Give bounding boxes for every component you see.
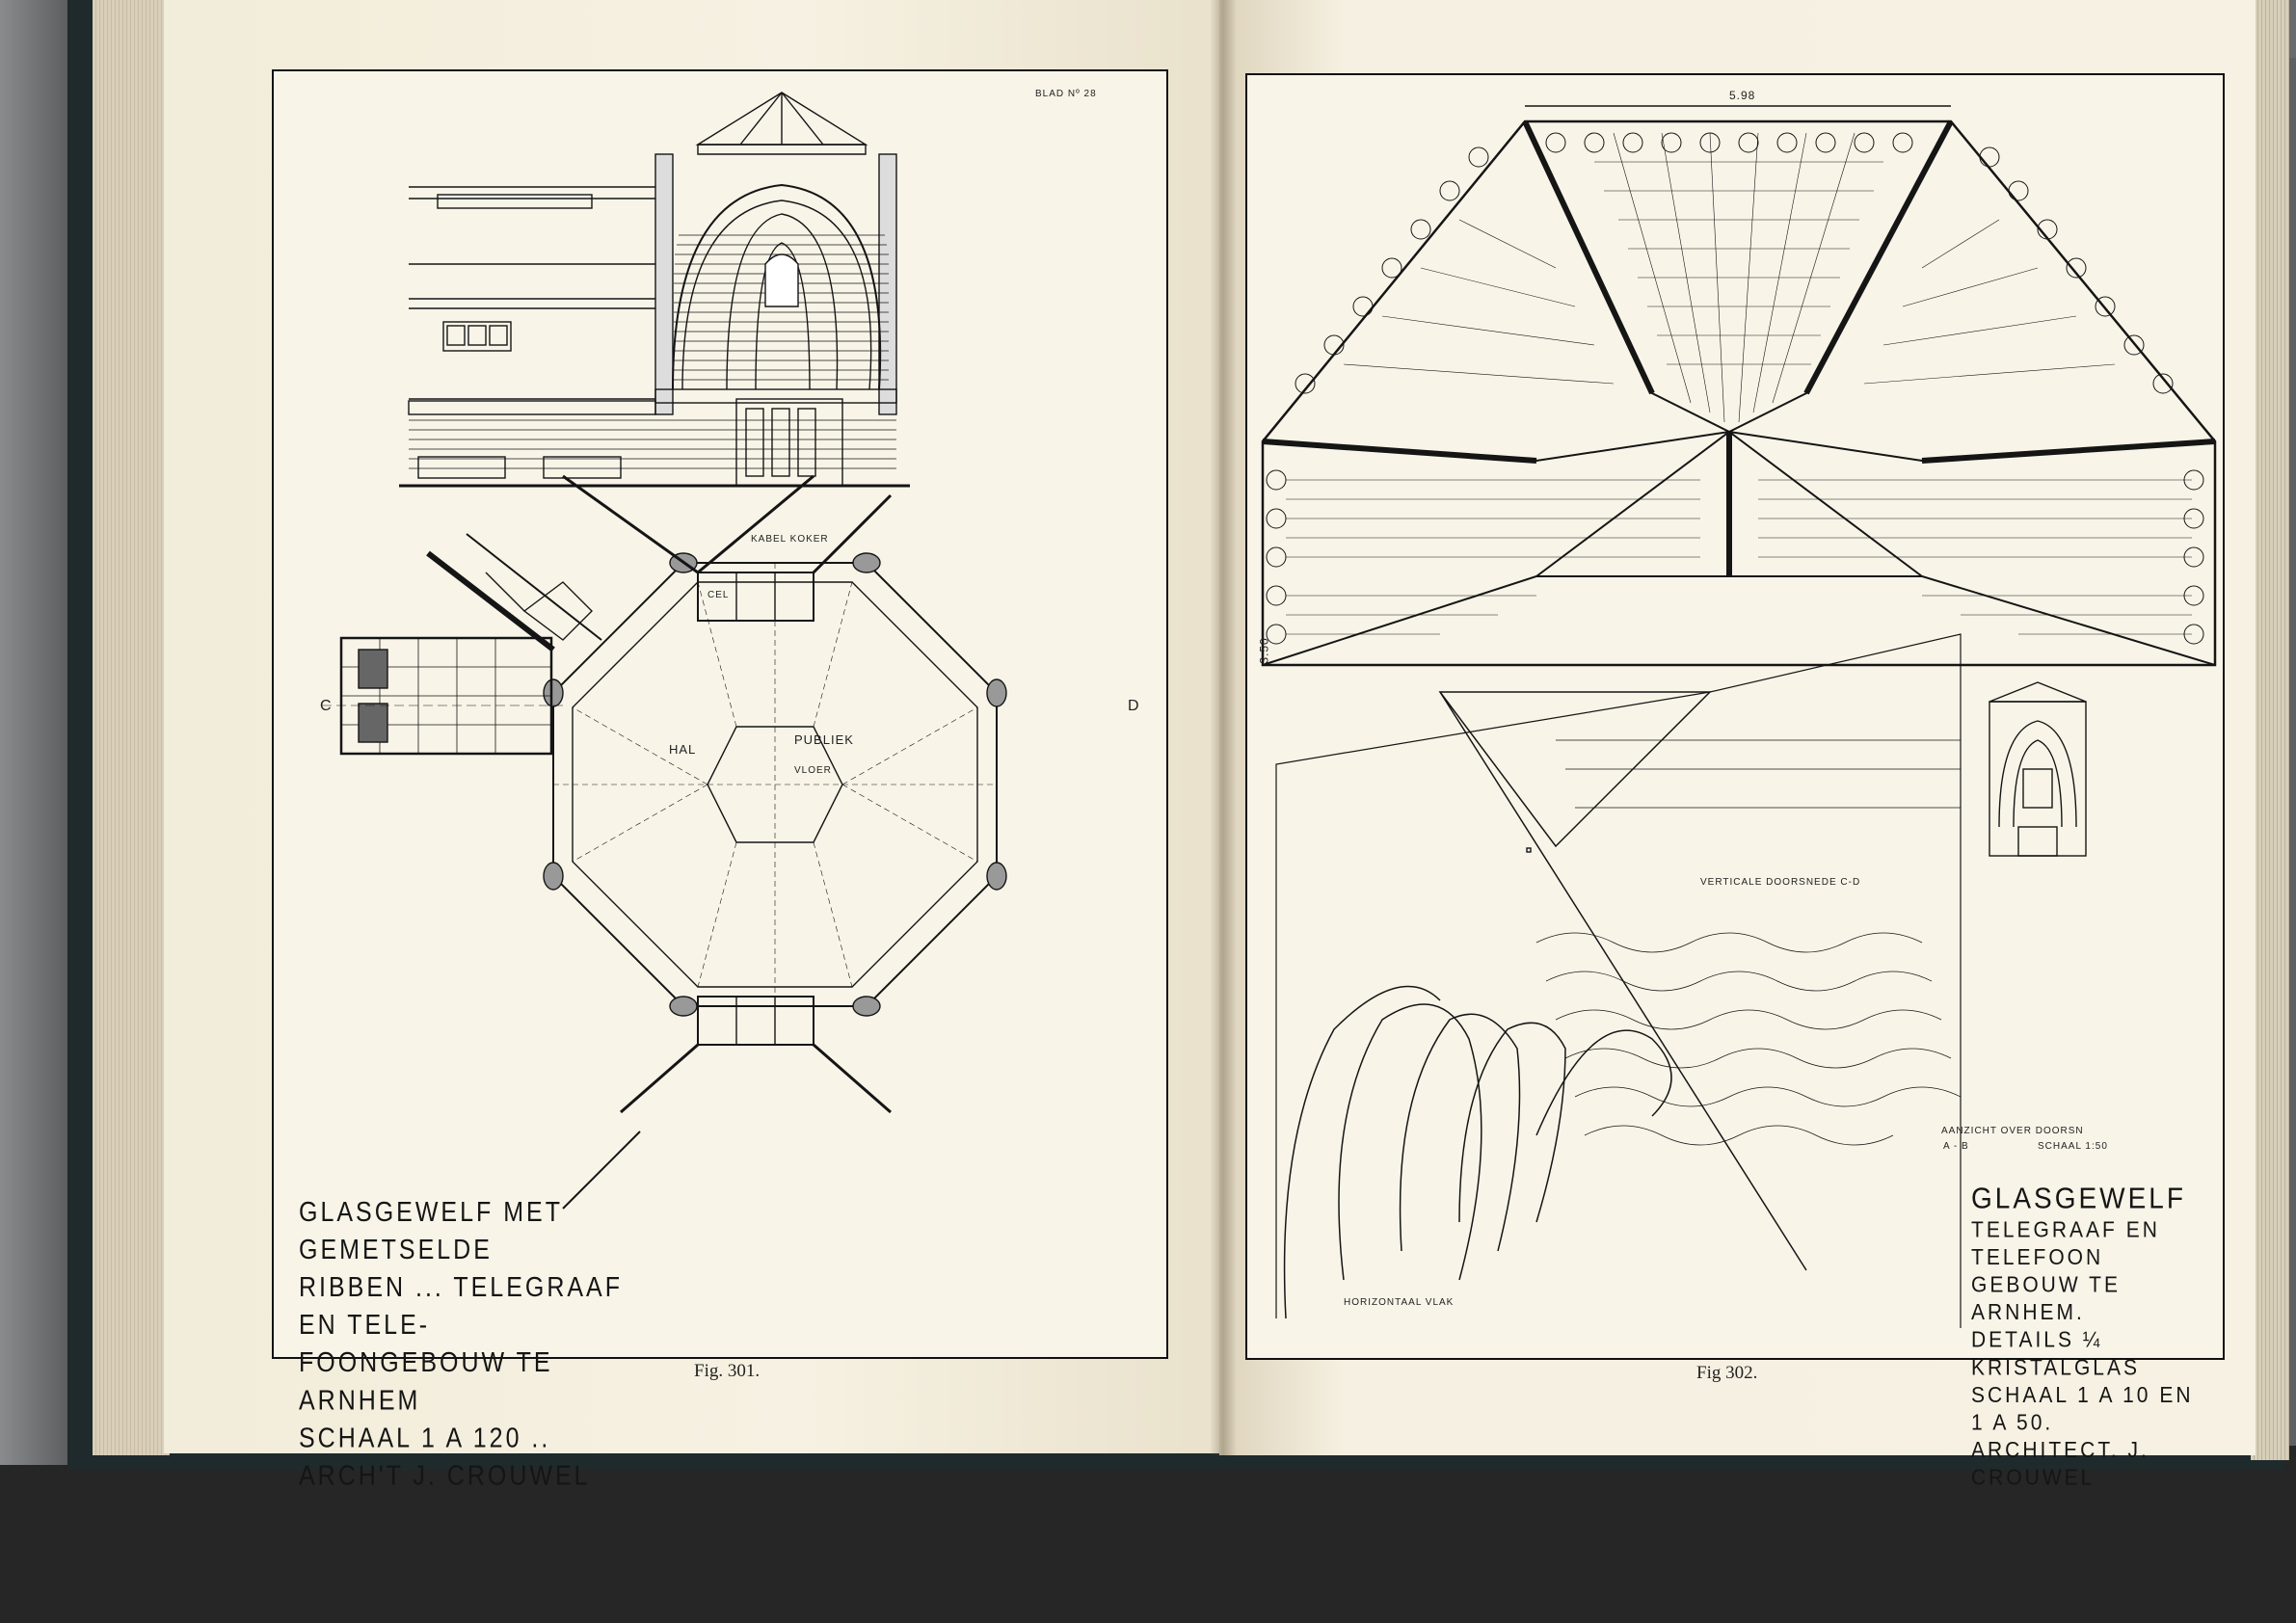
title-line: DETAILS ¼ KRISTALGLAS xyxy=(1971,1327,2140,1380)
page-stack-right xyxy=(2251,0,2289,1460)
scanner-edge xyxy=(0,0,72,1465)
label-schaal: SCHAAL 1:50 xyxy=(2038,1141,2108,1152)
label-cel: CEL xyxy=(707,590,730,600)
figure-302-drawing xyxy=(1247,75,2223,1358)
section-marker-d: D xyxy=(1128,698,1140,714)
label-kabel-koker: KABEL KOKER xyxy=(751,534,829,545)
label-public: PUBLIEK xyxy=(794,732,854,747)
label-verticale-doorsnede: VERTICALE DOORSNEDE C-D xyxy=(1700,877,1861,888)
page-stack-left xyxy=(93,0,170,1455)
title-line: ARCHITECT. J. CROUWEL xyxy=(1971,1438,2149,1491)
label-floor: VLOER xyxy=(794,765,832,776)
title-line: SCHAAL 1 A 10 EN 1 A 50. xyxy=(1971,1383,2194,1435)
section-marker-c: C xyxy=(320,698,333,714)
figure-301-title xyxy=(299,1193,646,1495)
figure-302-caption: Fig 302. xyxy=(1696,1363,1758,1383)
top-dimension: 5.98 xyxy=(1729,89,1756,102)
title-line: GEBOUW TE ARNHEM. xyxy=(1971,1272,2121,1325)
label-hall: HAL xyxy=(669,742,697,757)
figure-301-caption: Fig. 301. xyxy=(694,1361,761,1381)
title-line: RIBBEN ... TELEGRAAF EN TELE- xyxy=(299,1271,624,1341)
book-gutter xyxy=(1210,0,1237,1455)
title-line: FOONGEBOUW TE ARNHEM xyxy=(299,1346,553,1417)
figure-302-frame xyxy=(1245,73,2225,1360)
label-ab: A - B xyxy=(1943,1141,1969,1152)
label-horizontaal-vlak: HORIZONTAAL VLAK xyxy=(1344,1297,1455,1308)
side-dimension: 3.50 xyxy=(1257,637,1271,664)
drawing-number: BLAD Nº 28 xyxy=(1035,89,1097,99)
title-main: GLASGEWELF xyxy=(1971,1182,2186,1215)
title-line: TELEGRAAF EN TELEFOON xyxy=(1971,1217,2160,1270)
label-aanzicht: AANZICHT OVER DOORSN xyxy=(1941,1126,2084,1136)
figure-301-drawing xyxy=(274,71,1166,1357)
title-line: SCHAAL 1 A 120 .. ARCH'T J. CROUWEL xyxy=(299,1423,591,1492)
figure-301-frame xyxy=(272,69,1168,1359)
title-line: GLASGEWELF MET GEMETSELDE xyxy=(299,1196,563,1265)
figure-302-title xyxy=(1971,1181,2203,1492)
